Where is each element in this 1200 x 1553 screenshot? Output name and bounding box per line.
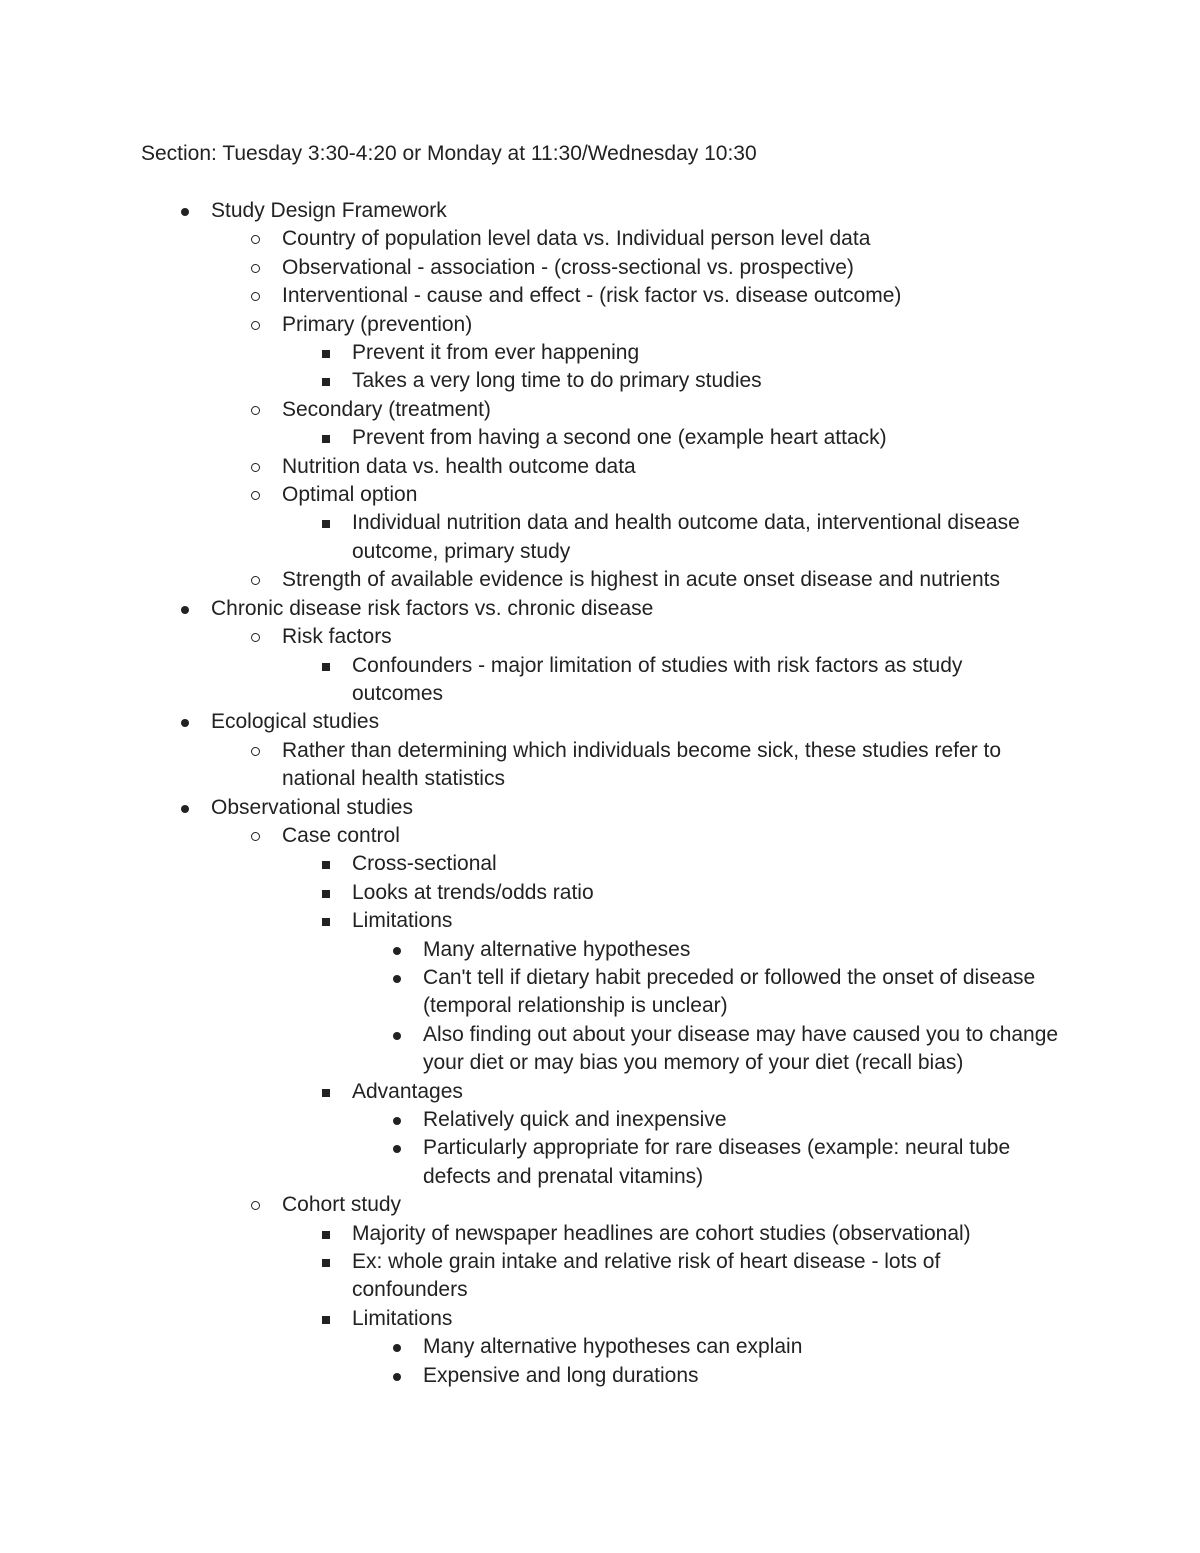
circle-bullet-icon bbox=[246, 311, 266, 339]
circle-bullet-icon bbox=[246, 623, 266, 651]
square-bullet-icon bbox=[316, 907, 336, 935]
circle-bullet-icon bbox=[246, 396, 266, 424]
list-item-text: Secondary (treatment) bbox=[282, 397, 491, 421]
list-item-text: Prevent it from ever happening bbox=[352, 341, 640, 365]
list-item-text: Strength of available evidence is highest in acute onset disease and nutrients bbox=[282, 568, 1000, 592]
square-bullet-icon bbox=[316, 367, 336, 395]
list-item bbox=[282, 566, 1042, 594]
list-item-text: Study Design Framework bbox=[211, 199, 447, 222]
list-item-text: Observational studies bbox=[211, 795, 413, 819]
disc-bullet-icon bbox=[387, 1134, 407, 1162]
list-item bbox=[423, 1333, 1063, 1361]
list-item bbox=[282, 396, 1042, 424]
disc-bullet-icon bbox=[175, 197, 195, 225]
list-item bbox=[423, 1106, 1063, 1134]
list-item-text: Can't tell if dietary habit preceded or followed the onset of disease (temporal relationship is unclear) bbox=[423, 965, 1036, 1018]
square-bullet-icon bbox=[316, 339, 336, 367]
disc-bullet-icon bbox=[387, 1362, 407, 1390]
list-item bbox=[423, 964, 1063, 1021]
circle-bullet-icon bbox=[246, 566, 266, 594]
list-item-text: Advantages bbox=[352, 1079, 463, 1103]
list-item-text: Many alternative hypotheses bbox=[423, 937, 691, 961]
disc-bullet-icon bbox=[387, 964, 407, 992]
list-item-text: Individual nutrition data and health outcome data, interventional disease outcome, primary study bbox=[352, 511, 1020, 563]
list-item bbox=[423, 936, 1063, 964]
list-item bbox=[352, 907, 1052, 935]
list-item bbox=[352, 1248, 1052, 1305]
list-item bbox=[352, 652, 1052, 709]
list-item bbox=[211, 595, 931, 623]
list-item-text: Cohort study bbox=[282, 1193, 402, 1217]
list-item bbox=[423, 1134, 1063, 1191]
list-item bbox=[211, 197, 931, 225]
circle-bullet-icon bbox=[246, 225, 266, 253]
circle-bullet-icon bbox=[246, 453, 266, 481]
square-bullet-icon bbox=[316, 1305, 336, 1333]
list-item bbox=[352, 850, 1052, 878]
list-item bbox=[282, 481, 1042, 509]
list-item bbox=[352, 879, 1052, 907]
list-item bbox=[282, 822, 1042, 850]
list-item bbox=[211, 794, 931, 822]
disc-bullet-icon bbox=[387, 936, 407, 964]
list-item-text: Cross-sectional bbox=[352, 852, 497, 876]
list-item bbox=[352, 509, 1052, 566]
list-item bbox=[282, 311, 1042, 339]
square-bullet-icon bbox=[316, 1078, 336, 1106]
list-item-text: Looks at trends/odds ratio bbox=[352, 880, 594, 904]
square-bullet-icon bbox=[316, 1248, 336, 1276]
circle-bullet-icon bbox=[246, 737, 266, 765]
list-item bbox=[282, 1191, 1042, 1219]
list-item bbox=[352, 1220, 1052, 1248]
list-item-text: Optimal option bbox=[282, 483, 418, 507]
list-item-text: Relatively quick and inexpensive bbox=[423, 1108, 727, 1131]
list-item-text: Country of population level data vs. Individual person level data bbox=[282, 227, 871, 251]
square-bullet-icon bbox=[316, 424, 336, 452]
list-item-text: Interventional - cause and effect - (risk factor vs. disease outcome) bbox=[282, 284, 902, 308]
circle-bullet-icon bbox=[246, 254, 266, 282]
square-bullet-icon bbox=[316, 509, 336, 537]
list-item-text: Many alternative hypotheses can explain bbox=[423, 1335, 803, 1359]
list-item-text: Takes a very long time to do primary studies bbox=[352, 369, 762, 393]
list-item bbox=[352, 1078, 1052, 1106]
disc-bullet-icon bbox=[175, 708, 195, 736]
disc-bullet-icon bbox=[387, 1106, 407, 1134]
list-item bbox=[282, 737, 1042, 794]
list-item-text: Nutrition data vs. health outcome data bbox=[282, 454, 636, 478]
list-item-text: Primary (prevention) bbox=[282, 312, 473, 336]
list-item bbox=[282, 282, 1042, 310]
list-item-text: Case control bbox=[282, 823, 400, 847]
circle-bullet-icon bbox=[246, 1191, 266, 1219]
list-item-text: Confounders - major limitation of studies with risk factors as study outcomes bbox=[352, 653, 963, 705]
circle-bullet-icon bbox=[246, 481, 266, 509]
list-item-text: Prevent from having a second one (example heart attack) bbox=[352, 426, 887, 450]
square-bullet-icon bbox=[316, 850, 336, 878]
circle-bullet-icon bbox=[246, 282, 266, 310]
list-item bbox=[211, 708, 931, 736]
square-bullet-icon bbox=[316, 1220, 336, 1248]
disc-bullet-icon bbox=[387, 1021, 407, 1049]
list-item-text: Expensive and long durations bbox=[423, 1363, 699, 1387]
disc-bullet-icon bbox=[175, 794, 195, 822]
list-item bbox=[352, 339, 1052, 367]
square-bullet-icon bbox=[316, 879, 336, 907]
list-item bbox=[352, 1305, 1052, 1333]
list-item-text: Majority of newspaper headlines are cohort studies (observational) bbox=[352, 1221, 971, 1245]
circle-bullet-icon bbox=[246, 822, 266, 850]
list-item-text: Rather than determining which individuals become sick, these studies refer to national health statistics bbox=[282, 738, 1002, 791]
list-item-text: Observational - association - (cross-sectional vs. prospective) bbox=[282, 255, 854, 279]
disc-bullet-icon bbox=[387, 1333, 407, 1361]
list-item bbox=[352, 367, 1052, 395]
list-item-text: Ecological studies bbox=[211, 710, 380, 734]
list-item-text: Particularly appropriate for rare diseases (example: neural tube defects and prenatal vitamins) bbox=[423, 1136, 1011, 1188]
list-item bbox=[423, 1362, 1063, 1390]
list-item bbox=[282, 453, 1042, 481]
list-item bbox=[352, 424, 1052, 452]
list-item bbox=[282, 623, 1042, 651]
list-item-text: Risk factors bbox=[282, 625, 392, 649]
list-item-text: Limitations bbox=[352, 909, 453, 933]
section-heading: Section: Tuesday 3:30-4:20 or Monday at 11:30/Wednesday 10:30 bbox=[141, 142, 757, 165]
list-item-text: Chronic disease risk factors vs. chronic disease bbox=[211, 596, 654, 620]
notes-outline bbox=[0, 197, 1200, 1390]
list-item bbox=[282, 225, 1042, 253]
list-item-text: Also finding out about your disease may have caused you to change your diet or may bias you memory of your diet (recall bias) bbox=[423, 1022, 1059, 1075]
list-item bbox=[423, 1021, 1063, 1078]
square-bullet-icon bbox=[316, 652, 336, 680]
list-item bbox=[282, 254, 1042, 282]
list-item-text: Limitations bbox=[352, 1306, 453, 1330]
list-item-text: Ex: whole grain intake and relative risk of heart disease - lots of confounders bbox=[352, 1250, 941, 1302]
disc-bullet-icon bbox=[175, 595, 195, 623]
